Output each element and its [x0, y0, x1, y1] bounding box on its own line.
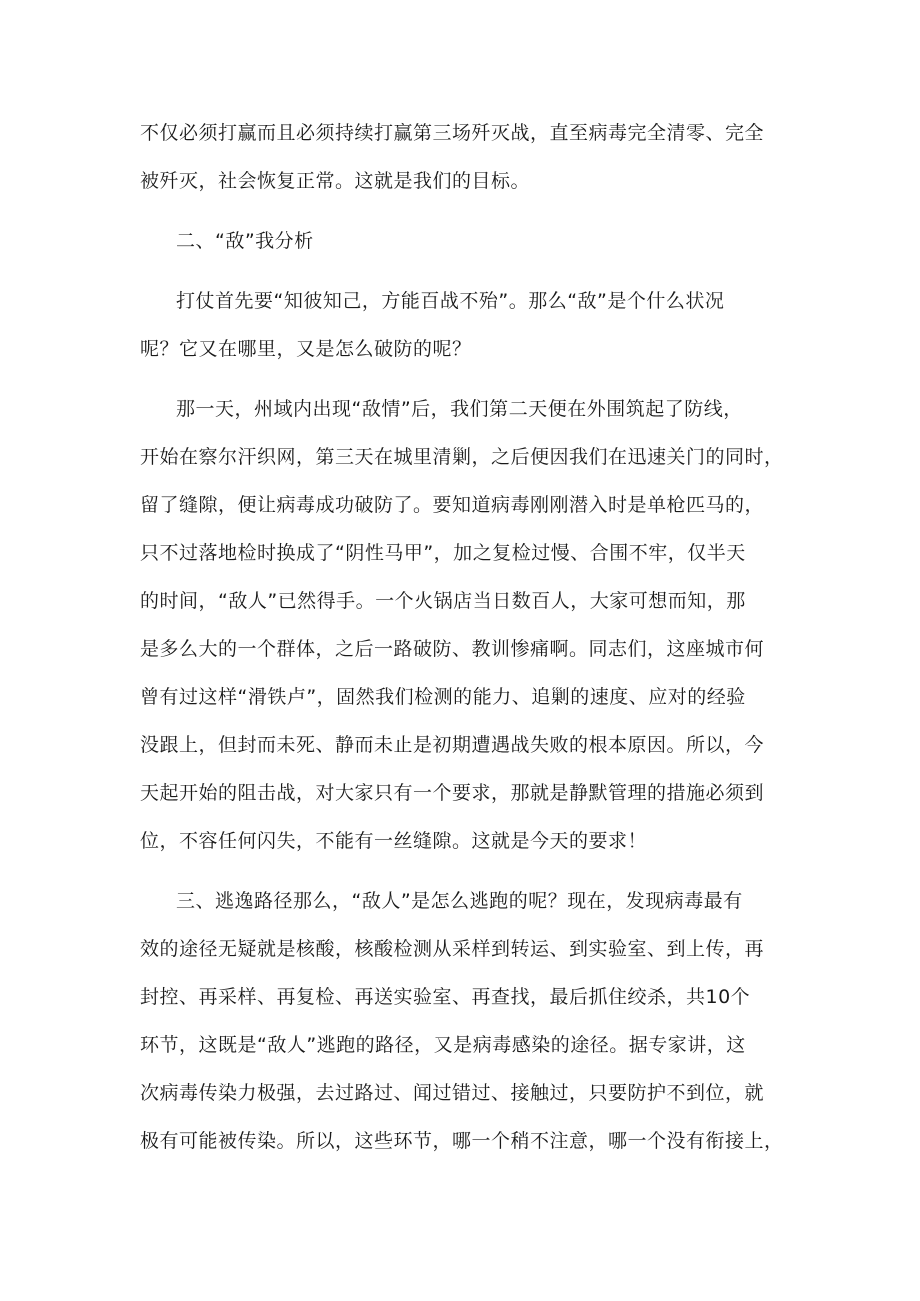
paragraph-line: 呢？它又在哪里，又是怎么破防的呢？ [140, 338, 472, 360]
section-heading: 二、“敌”我分析 [176, 230, 314, 252]
paragraph-line: 只不过落地检时换成了“阴性马甲”，加之复检过慢、合围不牢，仅半天 [140, 542, 746, 564]
paragraph-line: 环节，这既是“敌人”逃跑的路径，又是病毒感染的途径。据专家讲，这 [140, 1034, 746, 1056]
section-heading-paragraph: 三、逃逸路径那么，“敌人”是怎么逃跑的呢？现在，发现病毒最有 [176, 890, 743, 912]
paragraph-line: 位，不容任何闪失，不能有一丝缝隙。这就是今天的要求！ [140, 830, 648, 852]
paragraph-line: 留了缝隙，便让病毒成功破防了。要知道病毒刚刚潜入时是单枪匹马的， [140, 494, 765, 516]
paragraph-line: 是多么大的一个群体，之后一路破防、教训惨痛啊。同志们，这座城市何 [140, 638, 765, 660]
paragraph-line: 曾有过这样“滑铁卢”，固然我们检测的能力、追剿的速度、应对的经验 [140, 686, 746, 708]
paragraph-line: 被歼灭，社会恢复正常。这就是我们的目标。 [140, 170, 531, 192]
paragraph-line: 极有可能被传染。所以，这些环节，哪一个稍不注意，哪一个没有衔接上， [140, 1130, 784, 1152]
paragraph-line: 封控、再采样、再复检、再送实验室、再查找，最后抓住绞杀，共10个 [140, 986, 751, 1008]
paragraph-line: 没跟上，但封而未死、静而未止是初期遭遇战失败的根本原因。所以，今 [140, 734, 765, 756]
paragraph-line: 那一天，州域内出现“敌情”后，我们第二天便在外围筑起了防线， [176, 398, 743, 420]
paragraph-line: 效的途径无疑就是核酸，核酸检测从采样到转运、到实验室、到上传，再 [140, 938, 765, 960]
paragraph-line: 的时间，“敌人”已然得手。一个火锅店当日数百人，大家可想而知，那 [140, 590, 746, 612]
paragraph-line: 次病毒传染力极强，去过路过、闻过错过、接触过，只要防护不到位，就 [140, 1082, 765, 1104]
paragraph-line: 打仗首先要“知彼知己，方能百战不殆”。那么“敌”是个什么状况 [176, 290, 725, 312]
paragraph-line: 天起开始的阻击战，对大家只有一个要求，那就是静默管理的措施必须到 [140, 782, 765, 804]
paragraph-line: 不仅必须打赢而且必须持续打赢第三场歼灭战，直至病毒完全清零、完全 [140, 122, 765, 144]
paragraph-line: 开始在察尔汗织网，第三天在城里清剿，之后便因我们在迅速关门的同时， [140, 446, 784, 468]
